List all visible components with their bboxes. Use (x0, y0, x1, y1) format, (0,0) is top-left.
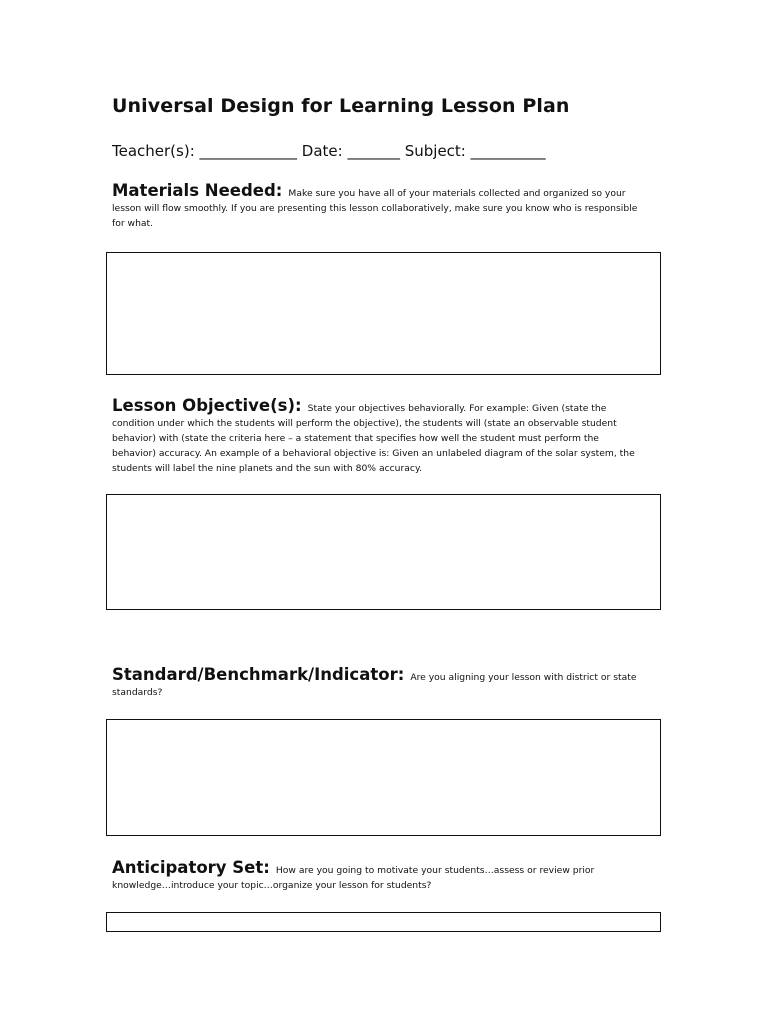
anticipatory-set-box[interactable] (106, 912, 661, 932)
materials-needed-box[interactable] (106, 252, 661, 375)
materials-needed-instructions: Make sure you have all of your materials collected and organized so your lesson will flow smoothly. If you are presenting this lesson collaboratively, make sure you know who is responsible for what. (112, 188, 638, 229)
standard-benchmark-box[interactable] (106, 719, 661, 836)
teacher-date-subject-line: Teacher(s): _____________ Date: _______ Subject: __________ (112, 142, 546, 160)
anticipatory-set-instructions: How are you going to motivate your students…assess or review prior knowledge…introduce your topic…organize your lesson for students? (112, 865, 595, 891)
standard-benchmark-heading: Standard/Benchmark/Indicator: (112, 665, 405, 684)
anticipatory-set-heading: Anticipatory Set: (112, 858, 270, 877)
lesson-objectives-box[interactable] (106, 494, 661, 610)
standard-benchmark-section (112, 667, 640, 700)
lesson-objectives-heading: Lesson Objective(s): (112, 396, 302, 415)
materials-needed-heading: Materials Needed: (112, 181, 283, 200)
lesson-objectives-instructions: State your objectives behaviorally. For example: Given (state the condition under which the students will perform the objective), the students will (state an observable student behavior) with (state the criteria here – a statement that specifies how well the student must perform the behavior) accuracy. An example of a behavioral objective is: Given an unlabeled diagram of the solar system, the students will label the nine planets and the sun with 80% accuracy. (112, 403, 635, 474)
document-title: Universal Design for Learning Lesson Plan (112, 95, 570, 117)
materials-needed-section (112, 183, 640, 231)
standard-benchmark-instructions: Are you aligning your lesson with district or state standards? (112, 672, 637, 698)
anticipatory-set-section (112, 860, 640, 893)
lesson-objectives-section (112, 398, 640, 476)
